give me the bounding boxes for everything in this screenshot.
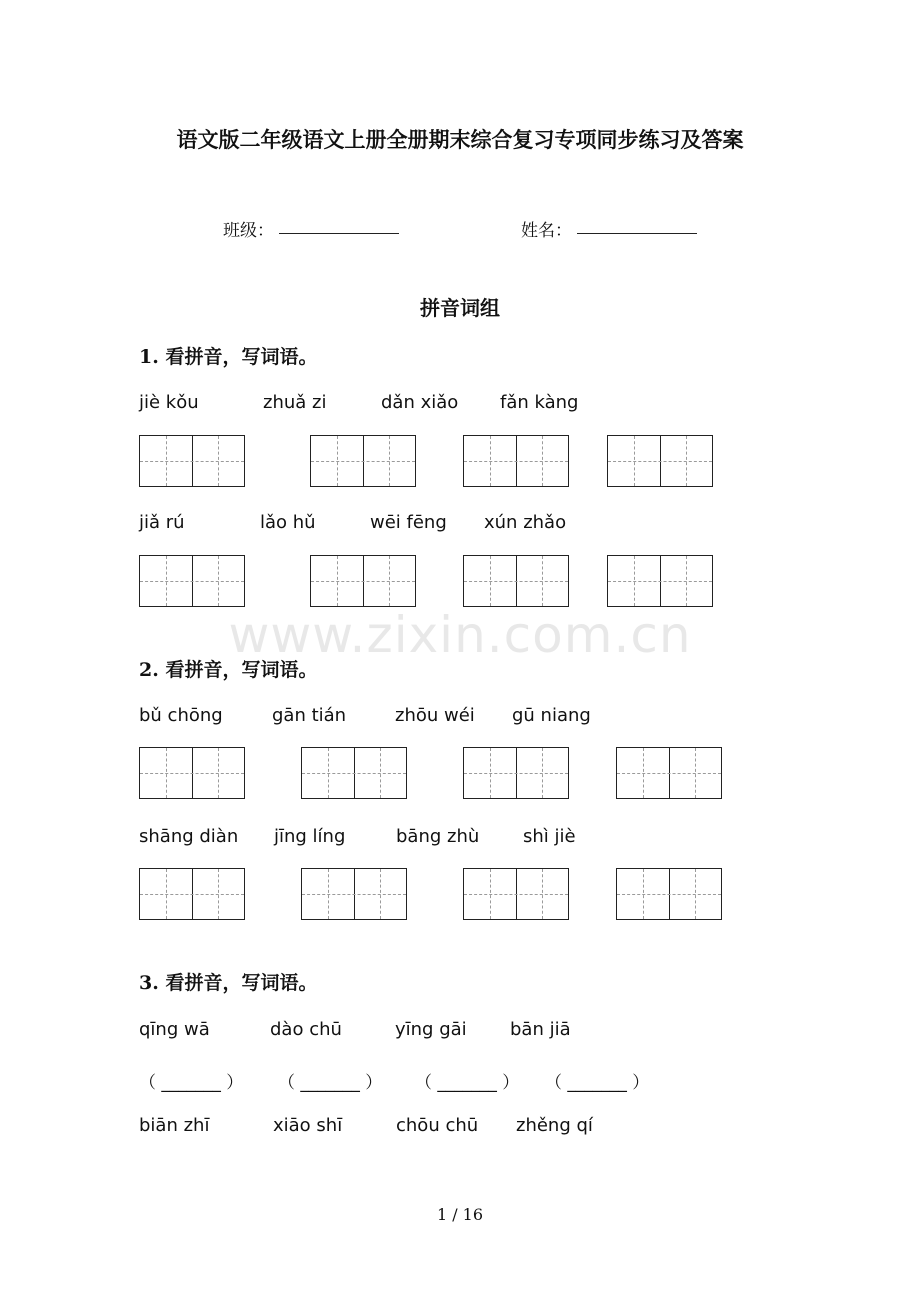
question-1-title: 1. 看拼音，写词语。 <box>139 346 318 368</box>
pinyin-item: dǎn xiǎo <box>381 392 459 413</box>
writing-grid[interactable] <box>616 747 722 799</box>
question-2-title: 2. 看拼音，写词语。 <box>139 659 318 681</box>
name-field[interactable] <box>577 233 697 234</box>
writing-grid[interactable] <box>310 435 416 487</box>
pinyin-item: chōu chū <box>396 1115 479 1136</box>
watermark: www.zixin.com.cn <box>228 606 692 664</box>
answer-blank[interactable]: （ _______ ） <box>278 1073 383 1093</box>
answer-blank[interactable]: （ _______ ） <box>139 1073 244 1093</box>
writing-grid[interactable] <box>463 868 569 920</box>
pinyin-item: xiāo shī <box>273 1115 343 1136</box>
writing-grid[interactable] <box>301 868 407 920</box>
pinyin-item: jīng líng <box>274 826 346 847</box>
writing-grid[interactable] <box>607 435 713 487</box>
pinyin-item: qīng wā <box>139 1019 210 1040</box>
name-label: 姓名： <box>521 221 572 241</box>
pinyin-item: xún zhǎo <box>484 512 567 533</box>
writing-grid[interactable] <box>463 435 569 487</box>
pinyin-item: shì jiè <box>523 826 576 847</box>
pinyin-item: jiǎ rú <box>139 512 185 533</box>
pinyin-item: zhuǎ zi <box>263 392 327 413</box>
pinyin-item: fǎn kàng <box>500 392 579 413</box>
writing-grid[interactable] <box>139 868 245 920</box>
pinyin-item: biān zhī <box>139 1115 210 1136</box>
pinyin-item: gān tián <box>272 705 347 726</box>
answer-blank[interactable]: （ _______ ） <box>415 1073 520 1093</box>
pinyin-item: bāng zhù <box>396 826 480 847</box>
document-title: 语文版二年级语文上册全册期末综合复习专项同步练习及答案 <box>176 127 744 152</box>
pinyin-item: yīng gāi <box>395 1019 467 1040</box>
pinyin-item: wēi fēng <box>370 512 447 533</box>
page-number: 1 / 16 <box>436 1205 484 1224</box>
writing-grid[interactable] <box>139 747 245 799</box>
pinyin-item: bān jiā <box>510 1019 571 1040</box>
question-3-title: 3. 看拼音，写词语。 <box>139 972 318 994</box>
class-field[interactable] <box>279 233 399 234</box>
writing-grid[interactable] <box>139 435 245 487</box>
writing-grid[interactable] <box>463 747 569 799</box>
pinyin-item: shāng diàn <box>139 826 239 847</box>
writing-grid[interactable] <box>463 555 569 607</box>
pinyin-item: zhěng qí <box>516 1115 593 1136</box>
pinyin-item: lǎo hǔ <box>260 512 316 533</box>
pinyin-item: jiè kǒu <box>139 392 199 413</box>
writing-grid[interactable] <box>139 555 245 607</box>
writing-grid[interactable] <box>310 555 416 607</box>
section-heading: 拼音词组 <box>420 296 500 320</box>
writing-grid[interactable] <box>607 555 713 607</box>
pinyin-item: zhōu wéi <box>395 705 475 726</box>
pinyin-item: dào chū <box>270 1019 342 1040</box>
writing-grid[interactable] <box>616 868 722 920</box>
pinyin-item: gū niang <box>512 705 591 726</box>
class-label: 班级： <box>223 221 274 241</box>
answer-blank[interactable]: （ _______ ） <box>545 1073 650 1093</box>
writing-grid[interactable] <box>301 747 407 799</box>
pinyin-item: bǔ chōng <box>139 705 223 726</box>
